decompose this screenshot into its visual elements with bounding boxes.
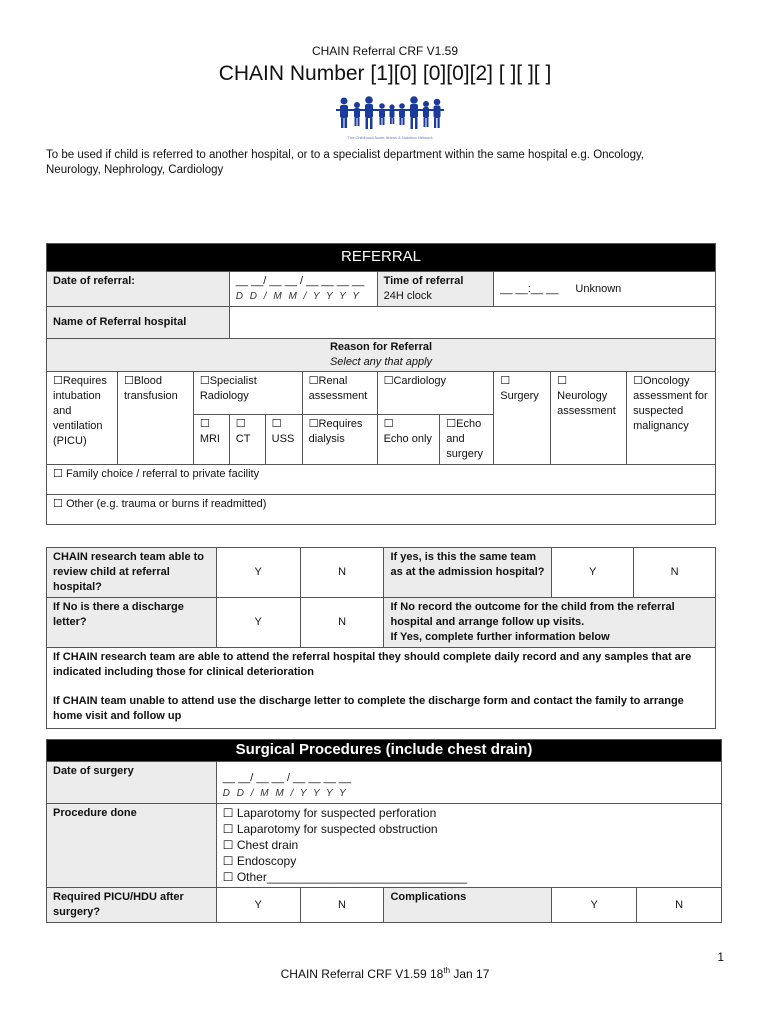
reason-cardiology[interactable] — [377, 372, 494, 415]
time-of-referral-field[interactable] — [494, 272, 716, 307]
review-no[interactable]: N — [300, 548, 384, 598]
intro-line-2: Neurology, Nephrology, Cardiology — [46, 164, 224, 176]
picu-yes[interactable]: Y — [216, 888, 300, 923]
surgery-date-blank: __ __/ __ __ / __ __ __ __ — [222, 772, 352, 784]
discharge-instructions-1: If No record the outcome for the child from the referral hospital and arrange follow up visits. — [390, 601, 675, 628]
discharge-letter-yes[interactable]: Y — [216, 598, 300, 648]
complications-yes[interactable]: Y — [552, 888, 637, 923]
checkbox-icon[interactable] — [446, 418, 456, 430]
reason-renal[interactable] — [302, 372, 377, 415]
reason-sub: Select any that apply — [329, 356, 433, 368]
reason-oncology-label: Oncology assessment for suspected malignancy — [633, 375, 708, 432]
time-label: Time of referral — [383, 275, 464, 287]
checkbox-icon[interactable] — [309, 375, 319, 387]
review-question: CHAIN research team able to review child at referral hospital? — [47, 548, 217, 598]
same-team-yes[interactable]: Y — [552, 548, 634, 598]
procedure-option[interactable] — [223, 853, 715, 869]
procedure-option[interactable] — [223, 805, 715, 821]
checkbox-icon[interactable] — [309, 418, 319, 430]
referral-hospital-label: Name of Referral hospital — [47, 307, 230, 339]
date-of-referral-label: Date of referral: — [47, 272, 230, 307]
time-blank: __ __:__ __ — [500, 282, 559, 295]
checkbox-icon[interactable] — [384, 375, 394, 387]
page-number: 1 — [717, 950, 724, 964]
reason-title: Reason for Referral — [329, 341, 433, 353]
checkbox-icon[interactable] — [200, 375, 210, 387]
review-yes[interactable]: Y — [216, 548, 300, 598]
reason-echo-surgery[interactable] — [440, 415, 494, 465]
footer-text — [0, 966, 770, 981]
note-unable: If CHAIN team unable to attend use the discharge letter to complete the discharge form and contact the family to arrange home visit and follow up — [53, 695, 684, 722]
discharge-instructions — [384, 598, 716, 648]
reason-neurology-label: Neurology assessment — [557, 390, 616, 417]
date-format: D D / M M / Y Y Y Y — [235, 291, 361, 302]
picu-no[interactable]: N — [300, 888, 384, 923]
date-of-referral-field[interactable] — [229, 272, 377, 307]
procedure-label: Laparotomy for suspected obstruction — [236, 822, 438, 836]
reason-radiology-label: Specialist Radiology — [199, 375, 257, 402]
checkbox-icon[interactable] — [223, 838, 234, 852]
reason-intubation-label: Requires intubation and ventilation (PICU) — [53, 375, 107, 447]
picu-label: Required PICU/HDU after surgery? — [47, 888, 217, 923]
checkbox-icon[interactable] — [633, 375, 643, 387]
chain-number: CHAIN Number [1][0] [0][0][2] [ ][ ][ ] — [218, 62, 552, 85]
referral-table — [46, 243, 716, 525]
reason-cardiology-label: Cardiology — [393, 375, 447, 387]
same-team-question: If yes, is this the same team as at the admission hospital? — [384, 548, 552, 598]
reason-family-choice[interactable] — [47, 465, 716, 495]
reason-uss[interactable] — [265, 415, 302, 465]
date-blank: __ __/ __ __ / __ __ __ __ — [235, 275, 365, 287]
reason-neurology[interactable] — [551, 372, 627, 465]
same-team-no[interactable]: N — [634, 548, 716, 598]
procedure-label: Chest drain — [236, 838, 299, 852]
checkbox-icon[interactable] — [200, 418, 210, 430]
checkbox-icon[interactable] — [124, 375, 134, 387]
reason-header — [47, 339, 716, 372]
procedure-done-label: Procedure done — [47, 804, 217, 888]
reason-renal-label: Renal assessment — [308, 375, 368, 402]
complications-label: Complications — [384, 888, 552, 923]
checkbox-icon[interactable] — [53, 375, 63, 387]
reason-ct[interactable] — [229, 415, 265, 465]
reason-uss-label: USS — [271, 433, 295, 445]
procedure-option[interactable] — [223, 837, 715, 853]
reason-dialysis-label: Requires dialysis — [308, 418, 363, 445]
reason-mri[interactable] — [193, 415, 229, 465]
footer-sup: th — [443, 966, 451, 975]
reason-echo-surgery-label: Echo and surgery — [446, 418, 483, 460]
discharge-letter-no[interactable]: N — [300, 598, 384, 648]
reason-oncology[interactable] — [627, 372, 716, 465]
chain-logo — [334, 96, 446, 140]
surgical-table — [46, 739, 722, 923]
family-choice-label: Family choice / referral to private facility — [65, 468, 260, 480]
checkbox-icon[interactable] — [223, 870, 234, 884]
checkbox-icon[interactable] — [272, 418, 282, 430]
crf-version: CHAIN Referral CRF V1.59 — [311, 44, 459, 58]
date-of-surgery-field[interactable] — [216, 762, 721, 804]
surgical-title: Surgical Procedures (include chest drain) — [47, 740, 722, 762]
reason-ct-label: CT — [235, 433, 251, 445]
discharge-letter-question: If No is there a discharge letter? — [47, 598, 217, 648]
checkbox-icon[interactable] — [236, 418, 246, 430]
reason-surgery[interactable] — [494, 372, 551, 465]
checkbox-icon[interactable] — [500, 375, 510, 387]
reason-blood[interactable] — [117, 372, 193, 465]
procedure-option[interactable] — [223, 869, 715, 885]
reason-surgery-label: Surgery — [500, 390, 539, 402]
complications-no[interactable]: N — [637, 888, 722, 923]
checkbox-icon[interactable] — [53, 468, 63, 480]
review-notes — [47, 648, 716, 729]
procedure-option[interactable] — [223, 821, 715, 837]
reason-dialysis[interactable] — [302, 415, 377, 465]
procedure-label: Laparotomy for suspected perforation — [236, 806, 437, 820]
family-figures-icon — [334, 96, 446, 130]
procedure-label: Endoscopy — [236, 854, 297, 868]
checkbox-icon[interactable] — [384, 418, 394, 430]
time-of-referral-label — [377, 272, 494, 307]
footer-date: Jan 17 — [450, 967, 490, 981]
footer-version: CHAIN Referral CRF V1.59 18 — [280, 967, 444, 981]
date-of-surgery-label: Date of surgery — [47, 762, 217, 804]
reason-echo-only-label: Echo only — [383, 433, 432, 445]
intro-line-1: To be used if child is referred to another hospital, or to a specialist department within the same hospital e.g. Oncology, — [46, 149, 645, 161]
intro-text — [46, 148, 736, 178]
procedure-label: Other______________________________ — [236, 870, 468, 884]
review-table — [46, 547, 716, 729]
note-attend: If CHAIN research team are able to attend the referral hospital they should complete daily record and any samples that are indicated including those for clinical deterioration — [53, 651, 692, 678]
checkbox-icon[interactable] — [53, 498, 63, 510]
reason-blood-label: Blood transfusion — [123, 375, 178, 402]
other-label: Other (e.g. trauma or burns if readmitted) — [65, 498, 267, 510]
checkbox-icon[interactable] — [223, 806, 234, 820]
checkbox-icon[interactable] — [557, 375, 567, 387]
checkbox-icon[interactable] — [223, 822, 234, 836]
reason-echo-only[interactable] — [377, 415, 440, 465]
reason-radiology[interactable] — [193, 372, 302, 415]
unknown-option[interactable]: Unknown — [575, 282, 622, 295]
checkbox-icon[interactable] — [223, 854, 234, 868]
reason-intubation[interactable] — [47, 372, 118, 465]
discharge-instructions-2: If Yes, complete further information below — [390, 631, 610, 643]
surgery-date-format: D D / M M / Y Y Y Y — [222, 788, 348, 799]
referral-hospital-field[interactable] — [229, 307, 715, 339]
time-sub: 24H clock — [383, 290, 432, 302]
reason-other[interactable] — [47, 495, 716, 525]
referral-title: REFERRAL — [47, 244, 716, 272]
logo-caption: The Childhood Acute Illness & Nutrition Network — [347, 135, 433, 140]
procedure-list — [216, 804, 721, 888]
reason-mri-label: MRI — [199, 433, 220, 445]
